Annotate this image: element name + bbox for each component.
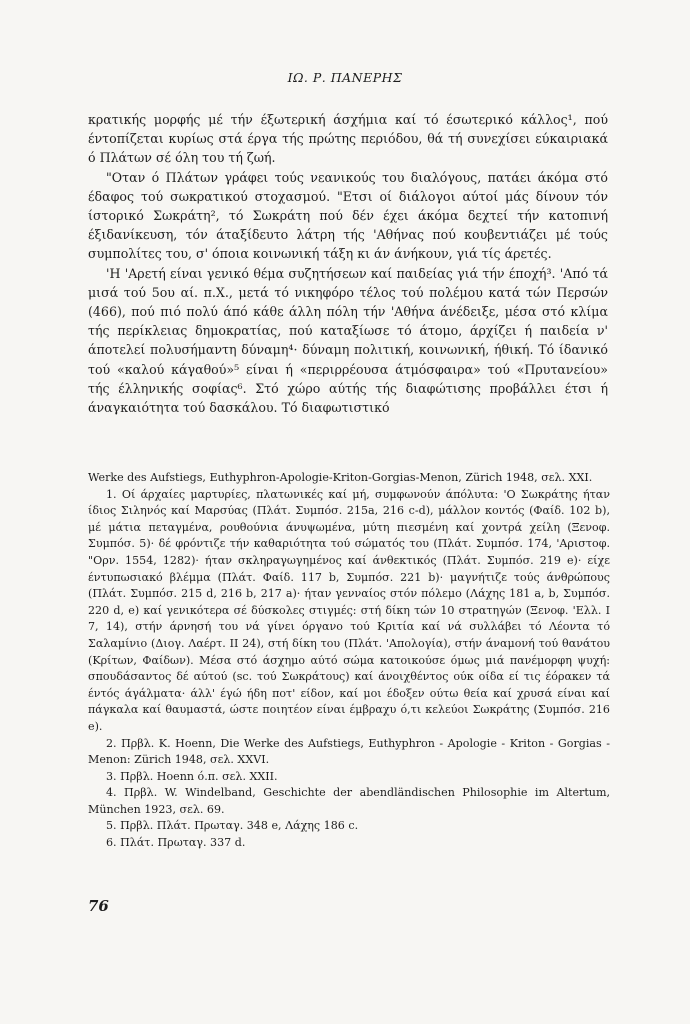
running-head: ΙΩ. Ρ. ΠΑΝΕΡΗΣ — [287, 70, 403, 85]
main-text — [88, 110, 608, 417]
footnote-2: 2. Πρβλ. K. Hoenn, Die Werke des Aufstiegs, Euthyphron - Apologie - Kriton - Gorgias - Menon: Zürich 1948, σελ. XXVI. — [88, 736, 610, 767]
body-paragraph-2: "Οταν ό Πλάτων γράφει τούς νεανικούς του διαλόγους, πατάει άκόμα στό έδαφος τού σωκρατικού στοχασμού. "Ετσι οί διάλογοι αύτοί μάς δίνουν τόν ίστορικό Σωκράτη², τό Σωκράτη πού δέν έχει άκόμα δεχτεί τήν κατοπινή έξιδανίκευση, τόν άταξίδευτο λάτρη τής 'Αθήνας πού κουβεντιάζει μέ τούς συμπολίτες του, σ' όποια κοινωνική τάξη κι άν άνήκουν, γιά τίς άρετές. — [88, 169, 608, 262]
footnote-4: 4. Πρβλ. W. Windelband, Geschichte der abendländischen Philosophie im Altertum, München 1923, σελ. 69. — [88, 786, 610, 816]
footnote-1: 1. Οί άρχαίες μαρτυρίες, πλατωνικές καί μή, συμφωνούν άπόλυτα: 'Ο Σωκράτης ήταν ίδιος Σιληνός καί Μαρσύας (Πλάτ. Συμπόσ. 215a, 216 c-d), μάλλον κοντός (Φαίδ. 102 b), μέ μάτια πεταγμένα, ρουθούνια άνυψωμένα, μύτη πιεσμένη καί χοντρά χείλη (Ξενοφ. Συμπόσ. 5)· δέ φρόντιζε τήν καθαριότητα τού σώματός του (Πλάτ. Συμπόσ. 174, 'Αριστοφ. "Ορν. 1554, 1282)· ήταν σκληραγωγημένος καί άνθεκτικός (Πλάτ. Συμπόσ. 219 e)· είχε έντυπωσιακό βλέμμα (Πλάτ. Φαίδ. 117 b, Συμπόσ. 221 b)· μαγνήτιζε τούς άνθρώπους (Πλάτ. Συμπόσ. 215 d, 216 b, 217 a)· ήταν γενναίος στόν πόλεμο (Λάχης 181 a, b, Συμπόσ. 220 d, e) καί γενικότερα σέ δύσκολες στιγμές: στή δίκη τών 10 στρατηγών (Ξενοφ. 'Ελλ. I 7, 14), στήν άρνησή του νά γίνει όργανο τού Κριτία καί νά συλλάβει τό Λέοντα τό Σαλαμίνιο (Διογ. Λαέρτ. II 24), στή δίκη του (Πλάτ. 'Απολογία), στήν άναμονή τού θανάτου (Κρίτων, Φαίδων). Μέσα στό άσχημο αύτό σώμα κατοικούσε όμως μιά πανέμορφη ψυχή: σπουδάσαντος δέ αύτού (sc. τού Σωκράτους) καί άνοιχθέντος ούκ οίδα εί τις έόρακεν τά έντός άγάλματα· άλλ' έγώ ήδη ποτ' είδον, καί μοι έδοξεν ούτω θεία καί χρυσά είναι καί πάγκαλα καί θαυμαστά, ώστε ποιητέον είναι έμβραχυ ό,τι κελεύοι Σωκράτης (Συμπόσ. 216 e). — [88, 487, 610, 733]
footnotes — [88, 470, 610, 852]
body-paragraph-1: κρατικής μορφής μέ τήν έξωτερική άσχήμια καί τό έσωτερικό κάλλος¹, πού έντοπίζεται κυρίως στά έργα τής πρώτης περιόδου, θά τή συνεχίσει εύκαιριακά ό Πλάτων σέ όλη του τή ζωή. — [88, 112, 608, 166]
body-paragraph-3: 'Η 'Αρετή είναι γενικό θέμα συζητήσεων καί παιδείας γιά τήν έποχή³. 'Από τά μισά τού 5ου αί. π.Χ., μετά τό νικηφόρο τέλος τού πολέμου κατά τών Περσών (466), πού πιό πολύ άπό κάθε άλλη πόλη τήν 'Αθήνα άνέδειξε, μέσα στό κλίμα τής περίκλειας δημοκρατίας, πού καταξίωσε τό άτομο, άρχίζει ή παιδεία ν' άποτελεί πολυσήμαντη δύναμη⁴· δύναμη πολιτική, κοινωνική, ήθική. Τό ίδανικό τού «καλού κάγαθού»⁵ είναι ή «περιρρέουσα άτμόσφαιρα» τού «Πρυτανείου» τής έλληνικής σοφίας⁶. Στό χώρο αύτής τής διαφώτισης προβάλλει έτσι ή άναγκαιότητα τού δασκάλου. Τό διαφωτιστικό — [88, 265, 608, 416]
footnote-6: 6. Πλάτ. Πρωταγ. 337 d. — [106, 836, 246, 850]
page-number: 76 — [88, 897, 109, 915]
footnote-3: 3. Πρβλ. Hoenn ό.π. σελ. XXII. — [106, 769, 278, 783]
footnote-continuation: Werke des Aufstiegs, Euthyphron-Apologie-Kriton-Gorgias-Menon, Zürich 1948, σελ. XXI. — [88, 471, 593, 484]
footnote-5: 5. Πρβλ. Πλάτ. Πρωταγ. 348 e, Λάχης 186 c. — [106, 819, 359, 833]
